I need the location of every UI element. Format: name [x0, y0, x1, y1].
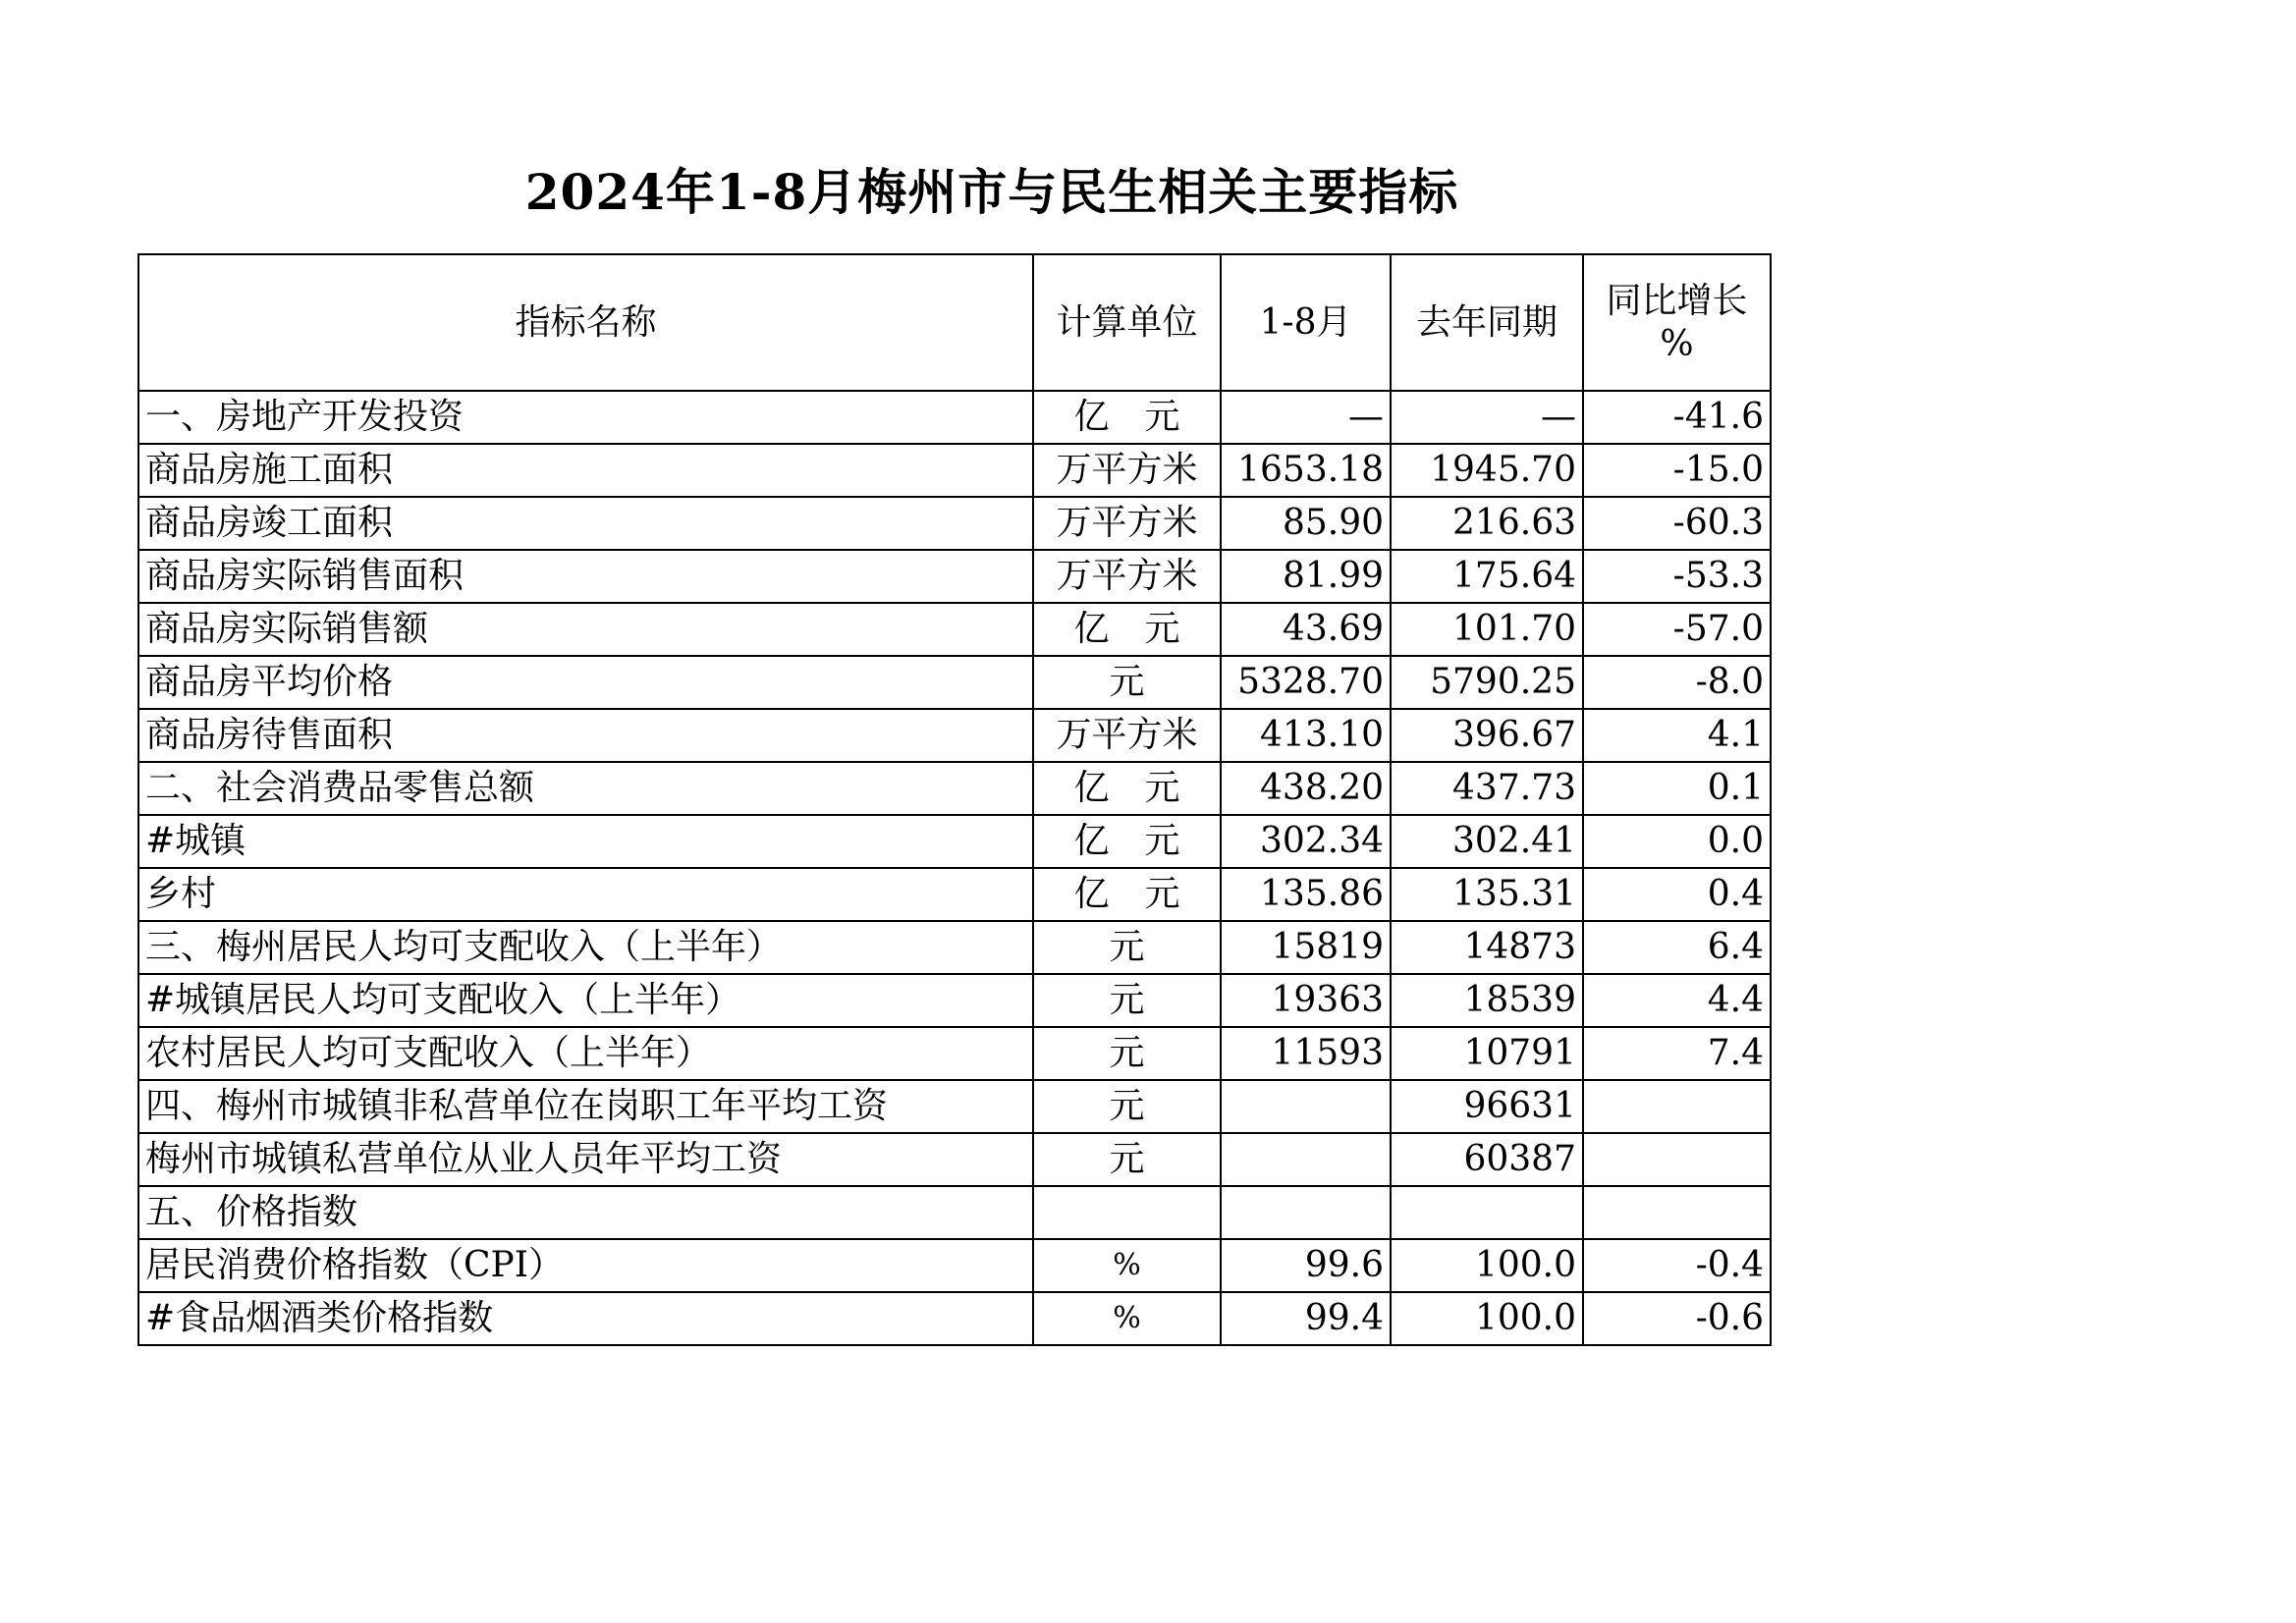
row-name: 农村居民人均可支配收入（上半年） [138, 1027, 1033, 1080]
row-name: 二、社会消费品零售总额 [138, 762, 1033, 815]
row-current: 11593 [1221, 1027, 1391, 1080]
row-current [1221, 1080, 1391, 1133]
row-name: 商品房实际销售面积 [138, 550, 1033, 603]
table-row [138, 1133, 1771, 1186]
row-previous: 60387 [1391, 1133, 1583, 1186]
row-unit: 元 [1033, 1133, 1221, 1186]
row-unit: 万平方米 [1033, 497, 1221, 550]
row-current: 413.10 [1221, 709, 1391, 762]
table-row [138, 762, 1771, 815]
row-previous: 216.63 [1391, 497, 1583, 550]
row-unit: 元 [1033, 921, 1221, 974]
table-row [138, 974, 1771, 1027]
row-unit: 亿 元 [1033, 815, 1221, 868]
row-previous: 96631 [1391, 1080, 1583, 1133]
row-name: 商品房待售面积 [138, 709, 1033, 762]
row-yoy: -41.6 [1583, 391, 1771, 444]
row-unit: 元 [1033, 974, 1221, 1027]
table-row [138, 815, 1771, 868]
row-yoy: -15.0 [1583, 444, 1771, 497]
row-unit [1033, 1186, 1221, 1239]
row-unit: 亿 元 [1033, 868, 1221, 921]
row-yoy [1583, 1186, 1771, 1239]
row-unit: 万平方米 [1033, 444, 1221, 497]
row-previous: 18539 [1391, 974, 1583, 1027]
row-current: 99.6 [1221, 1239, 1391, 1292]
row-unit: 万平方米 [1033, 550, 1221, 603]
header-yoy-label: 同比增长 [1606, 280, 1748, 321]
row-yoy: 0.0 [1583, 815, 1771, 868]
page-title: 2024年1-8月梅州市与民生相关主要指标 [524, 163, 1459, 221]
row-name: 商品房实际销售额 [138, 603, 1033, 656]
row-current: 81.99 [1221, 550, 1391, 603]
header-current-period: 1-8月 [1221, 254, 1391, 391]
row-unit: 亿 元 [1033, 391, 1221, 444]
row-current: 135.86 [1221, 868, 1391, 921]
row-name: 五、价格指数 [138, 1186, 1033, 1239]
row-name: #食品烟酒类价格指数 [138, 1292, 1033, 1345]
row-yoy: -0.4 [1583, 1239, 1771, 1292]
table-row [138, 868, 1771, 921]
row-unit: % [1033, 1292, 1221, 1345]
row-yoy [1583, 1133, 1771, 1186]
row-yoy [1583, 1080, 1771, 1133]
table-header-row [138, 254, 1771, 391]
row-unit: 元 [1033, 656, 1221, 709]
header-previous-period: 去年同期 [1391, 254, 1583, 391]
table-row [138, 1292, 1771, 1345]
row-current: 302.34 [1221, 815, 1391, 868]
row-current: 1653.18 [1221, 444, 1391, 497]
row-previous: 101.70 [1391, 603, 1583, 656]
header-unit: 计算单位 [1033, 254, 1221, 391]
table-row [138, 603, 1771, 656]
row-unit: 元 [1033, 1080, 1221, 1133]
row-previous: 1945.70 [1391, 444, 1583, 497]
row-current: 5328.70 [1221, 656, 1391, 709]
table-row [138, 709, 1771, 762]
row-current [1221, 1133, 1391, 1186]
row-current: 438.20 [1221, 762, 1391, 815]
row-yoy: -53.3 [1583, 550, 1771, 603]
row-previous [1391, 1186, 1583, 1239]
row-previous: 396.67 [1391, 709, 1583, 762]
row-unit: 亿 元 [1033, 603, 1221, 656]
table-row [138, 550, 1771, 603]
row-previous: 302.41 [1391, 815, 1583, 868]
table-row [138, 391, 1771, 444]
row-current [1221, 1186, 1391, 1239]
row-name: #城镇居民人均可支配收入（上半年） [138, 974, 1033, 1027]
row-previous: 100.0 [1391, 1239, 1583, 1292]
row-previous: 10791 [1391, 1027, 1583, 1080]
row-name: 乡村 [138, 868, 1033, 921]
row-current: 19363 [1221, 974, 1391, 1027]
row-name: 四、梅州市城镇非私营单位在岗职工年平均工资 [138, 1080, 1033, 1133]
row-name: 三、梅州居民人均可支配收入（上半年） [138, 921, 1033, 974]
header-yoy-growth [1583, 254, 1771, 391]
indicators-table [137, 253, 1772, 1346]
table-row [138, 656, 1771, 709]
row-unit: 元 [1033, 1027, 1221, 1080]
table-row [138, 1186, 1771, 1239]
row-yoy: 4.1 [1583, 709, 1771, 762]
row-previous: 135.31 [1391, 868, 1583, 921]
row-yoy: 6.4 [1583, 921, 1771, 974]
row-current: 43.69 [1221, 603, 1391, 656]
row-yoy: -8.0 [1583, 656, 1771, 709]
row-name: 商品房平均价格 [138, 656, 1033, 709]
row-yoy: 0.4 [1583, 868, 1771, 921]
row-current: 85.90 [1221, 497, 1391, 550]
row-name: 居民消费价格指数（CPI） [138, 1239, 1033, 1292]
row-current: — [1221, 391, 1391, 444]
row-previous: 437.73 [1391, 762, 1583, 815]
table-row [138, 1239, 1771, 1292]
row-yoy: -0.6 [1583, 1292, 1771, 1345]
header-indicator-name: 指标名称 [138, 254, 1033, 391]
row-current: 15819 [1221, 921, 1391, 974]
row-name: 商品房施工面积 [138, 444, 1033, 497]
row-yoy: -60.3 [1583, 497, 1771, 550]
table-row [138, 1080, 1771, 1133]
row-name: 梅州市城镇私营单位从业人员年平均工资 [138, 1133, 1033, 1186]
row-previous: 14873 [1391, 921, 1583, 974]
row-yoy: 4.4 [1583, 974, 1771, 1027]
row-name: 一、房地产开发投资 [138, 391, 1033, 444]
header-yoy-percent: % [1660, 323, 1694, 364]
row-name: 商品房竣工面积 [138, 497, 1033, 550]
row-unit: 亿 元 [1033, 762, 1221, 815]
row-previous: 5790.25 [1391, 656, 1583, 709]
row-yoy: 0.1 [1583, 762, 1771, 815]
row-name: #城镇 [138, 815, 1033, 868]
row-previous: 175.64 [1391, 550, 1583, 603]
table-row [138, 444, 1771, 497]
row-yoy: 7.4 [1583, 1027, 1771, 1080]
row-current: 99.4 [1221, 1292, 1391, 1345]
table-row [138, 1027, 1771, 1080]
row-previous: 100.0 [1391, 1292, 1583, 1345]
table-row [138, 497, 1771, 550]
row-yoy: -57.0 [1583, 603, 1771, 656]
row-previous: — [1391, 391, 1583, 444]
row-unit: 万平方米 [1033, 709, 1221, 762]
table-row [138, 921, 1771, 974]
row-unit: % [1033, 1239, 1221, 1292]
